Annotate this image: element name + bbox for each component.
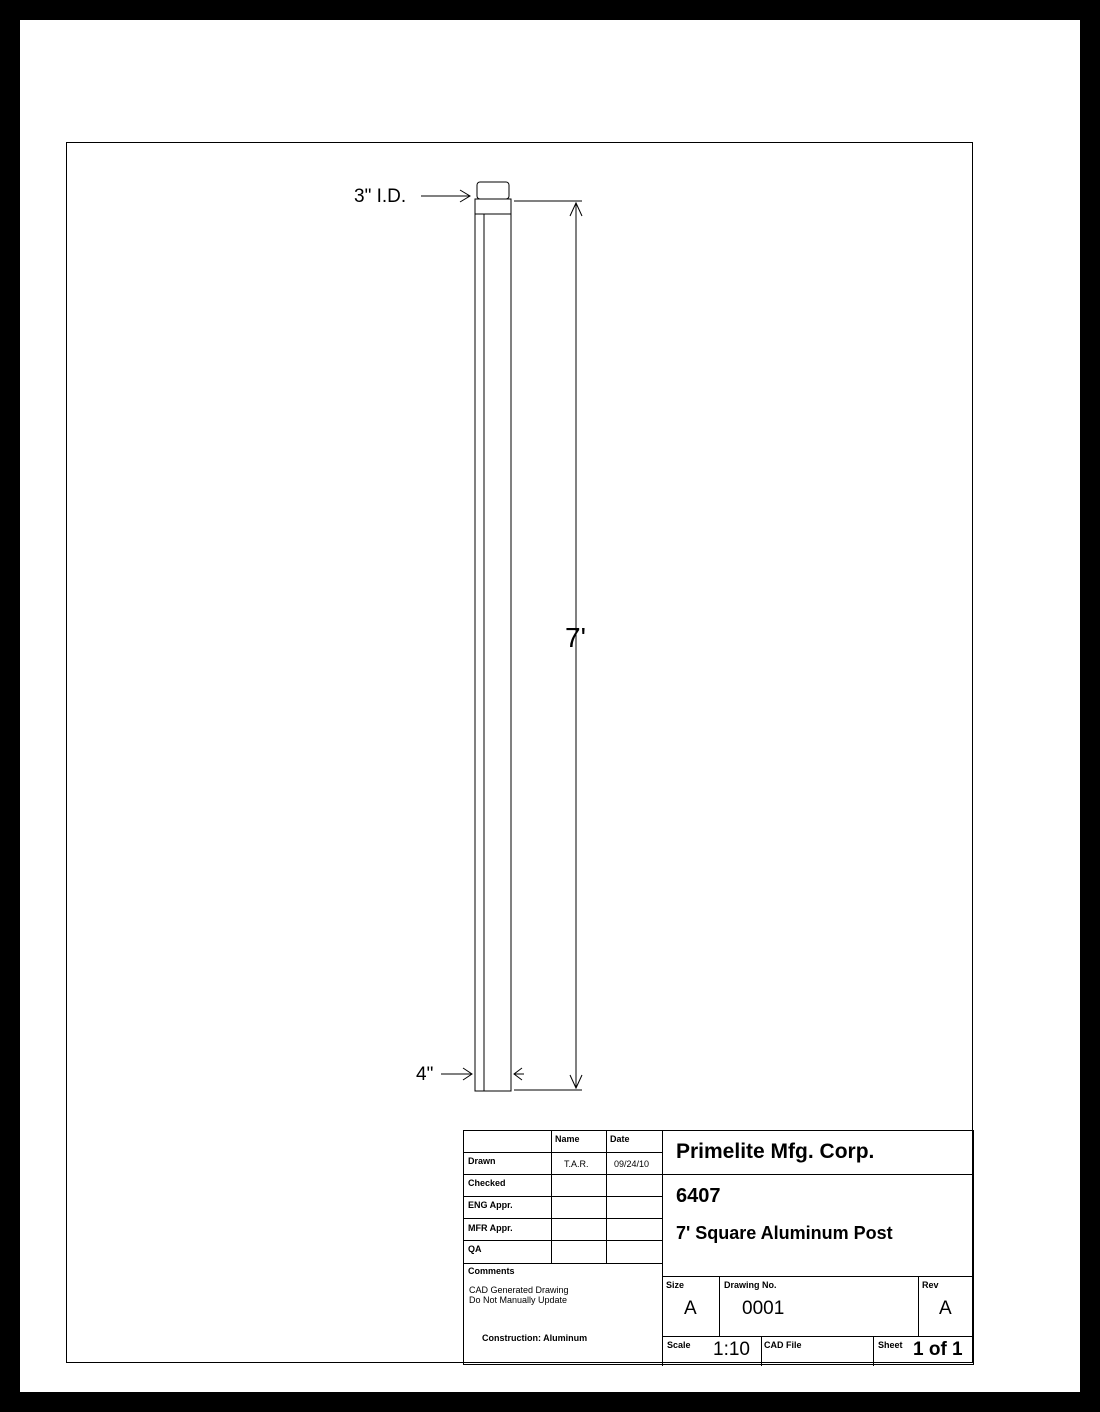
width-label: 4": [416, 1064, 434, 1085]
inner-diameter-label: 3" I.D.: [354, 186, 407, 207]
row-label-eng-appr: ENG Appr.: [468, 1200, 513, 1210]
row-label-mfr-appr: MFR Appr.: [468, 1223, 513, 1233]
part-number: 6407: [676, 1185, 721, 1207]
height-label: 7': [565, 622, 586, 653]
drawing-no-label: Drawing No.: [724, 1280, 777, 1290]
comments-label: Comments: [468, 1266, 515, 1276]
width-dimension-arrows: [441, 1068, 524, 1080]
name-header: Name: [555, 1134, 580, 1144]
post-cap: [475, 199, 511, 214]
scale-value: 1:10: [713, 1339, 750, 1360]
drawn-date: 09/24/10: [614, 1159, 650, 1169]
sheet-value: 1 of 1: [913, 1339, 963, 1360]
comments-line-2: Do Not Manually Update: [469, 1295, 568, 1305]
row-label-qa: QA: [468, 1244, 482, 1254]
drawing-no-value: 0001: [742, 1298, 785, 1319]
date-header: Date: [610, 1134, 630, 1144]
sheet-label: Sheet: [878, 1340, 903, 1350]
scale-label: Scale: [667, 1340, 691, 1350]
comments-line-1: CAD Generated Drawing: [469, 1285, 569, 1295]
post-body: [475, 199, 511, 1091]
construction-note: Construction: Aluminum: [482, 1333, 588, 1343]
row-label-checked: Checked: [468, 1178, 506, 1188]
id-leader-arrow: [421, 190, 470, 202]
size-value: A: [684, 1298, 697, 1319]
rev-label: Rev: [922, 1280, 939, 1290]
rev-value: A: [939, 1298, 952, 1319]
row-label-drawn: Drawn: [468, 1156, 496, 1166]
cad-file-label: CAD File: [764, 1340, 802, 1350]
drawn-name: T.A.R.: [564, 1159, 589, 1169]
company-name: Primelite Mfg. Corp.: [676, 1140, 875, 1163]
aluminum-post: [475, 182, 511, 1091]
title-block: [463, 1130, 974, 1365]
part-description: 7' Square Aluminum Post: [676, 1223, 893, 1243]
post-inner-sleeve: [477, 182, 509, 199]
size-label: Size: [666, 1280, 685, 1290]
